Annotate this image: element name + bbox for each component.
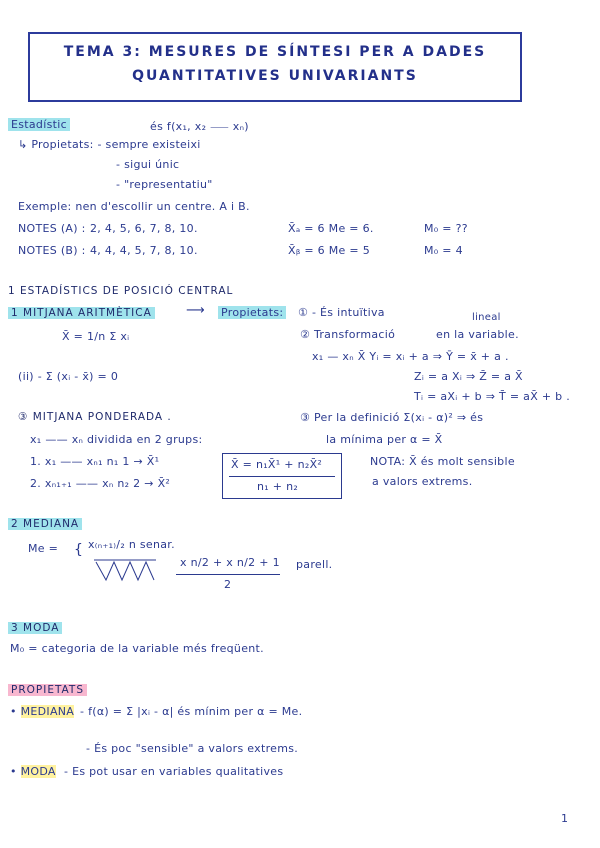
prop-sum-zero: (ii) - Σ (xᵢ - x̄) = 0 [18, 370, 119, 383]
prop-minima: ③ Per la definició Σ(xᵢ - α)² ⇒ és [300, 411, 484, 424]
propietats-label: Propietats: [218, 306, 286, 319]
section-1-heading: 1 ESTADÍSTICS DE POSICIÓ CENTRAL [8, 285, 234, 297]
arrow-icon: ⟶ [186, 303, 205, 318]
mitjana-ponderada-label: ③ MITJANA PONDERADA . [18, 411, 172, 423]
notes-b-values: 4, 4, 4, 5, 7, 8, 10. [90, 244, 198, 257]
notes-a-label: NOTES (A) : [18, 222, 86, 235]
prop-minima-b: la mínima per α = X̄ [326, 433, 443, 446]
propietats-section-heading: PROPIETATS [8, 684, 87, 696]
mediana-even-numerator: x n/2 + x n/2 + 1 [180, 556, 280, 569]
section-3-heading: 3 MODA [8, 622, 62, 634]
crossed-out-scribble [92, 556, 158, 584]
mediana-fraction-bar [176, 574, 280, 575]
mediana-even-denominator: 2 [224, 578, 232, 591]
mediana-label: Me = [28, 542, 59, 555]
notes-a-stats: X̄ₐ = 6 Me = 6. [288, 222, 374, 235]
moda-definition: M₀ = categoria de la variable més freqüent. [10, 642, 264, 655]
brace-icon: { [74, 542, 84, 558]
page-number: 1 [561, 812, 568, 825]
mediana-even-tag: parell. [296, 558, 333, 571]
prop-transformacio: ② Transformació [300, 328, 396, 341]
notes-a-mode: M₀ = ?? [424, 222, 468, 235]
title-line-2: QUANTITATIVES UNIVARIANTS [132, 68, 418, 84]
moda-prop-label: • MODA [10, 765, 56, 778]
notes-b-label: NOTES (B) : [18, 244, 86, 257]
ponderada-formula-box [222, 453, 342, 499]
mediana-prop-text: - f(α) = Σ |xᵢ - α| és mínim per α = Me. [80, 705, 303, 718]
notes-b-stats: X̄ᵦ = 6 Me = 5 [288, 244, 371, 257]
exemple-line: Exemple: nen d'escollir un centre. A i B. [18, 200, 250, 213]
notes-b-mode: M₀ = 4 [424, 244, 463, 257]
ponderada-line-1: x₁ —— xₙ dividida en 2 grups: [30, 433, 203, 446]
moda-prop-text: - Es pot usar en variables qualitatives [64, 765, 284, 778]
title-box [28, 32, 522, 102]
prop-transformacio-e: Tᵢ = aXᵢ + b ⇒ T̄ = aX̄ + b . [414, 390, 571, 403]
mediana-odd: x₍ₙ₊₁₎/₂ n senar. [88, 538, 175, 551]
prop-intuitiva: ① - És intuïtiva [298, 306, 385, 319]
prop-transformacio-d: Zᵢ = a Xᵢ ⇒ Z̄ = a X̄ [414, 370, 523, 383]
nota-line-2: a valors extrems. [372, 475, 473, 488]
fraction-bar [229, 476, 335, 477]
mitjana-aritmetica-label: 1 MITJANA ARITMÈTICA [8, 307, 155, 319]
mediana-prop-label: • MEDIANA [10, 705, 75, 718]
notes-a-values: 2, 4, 5, 6, 7, 8, 10. [90, 222, 198, 235]
ponderada-formula-numerator: X̄ = n₁X̄¹ + n₂X̄² [231, 458, 323, 471]
propietats-heading: ↳ Propietats: - sempre existeixi [18, 138, 201, 151]
lineal-note: lineal [472, 312, 501, 323]
section-2-heading: 2 MEDIANA [8, 518, 82, 530]
prop-transformacio-b: en la variable. [436, 328, 519, 341]
propietat-representatiu: - "representatiu" [116, 178, 213, 191]
title-line-1: TEMA 3: MESURES DE SÍNTESI PER A DADES [63, 44, 487, 60]
propietat-unic: - sigui únic [116, 158, 180, 171]
mean-formula: X̄ = 1/n Σ xᵢ [62, 330, 130, 343]
mediana-prop-text-2: - És poc "sensible" a valors extrems. [86, 742, 299, 755]
estadistic-definition: és f(x₁, x₂ ⸺ xₙ) [150, 120, 249, 133]
ponderada-line-3: 2. xₙ₁₊₁ —— xₙ n₂ 2 → X̄² [30, 477, 171, 490]
prop-transformacio-c: x₁ — xₙ X̄ Yᵢ = xᵢ + a ⇒ Ȳ = x̄ + a . [312, 350, 509, 363]
estadistic-label: Estadístic [8, 118, 70, 131]
nota-line-1: NOTA: X̄ és molt sensible [370, 455, 515, 468]
ponderada-line-2: 1. x₁ —— xₙ₁ n₁ 1 → X̄¹ [30, 455, 160, 468]
ponderada-formula-denominator: n₁ + n₂ [257, 480, 299, 493]
